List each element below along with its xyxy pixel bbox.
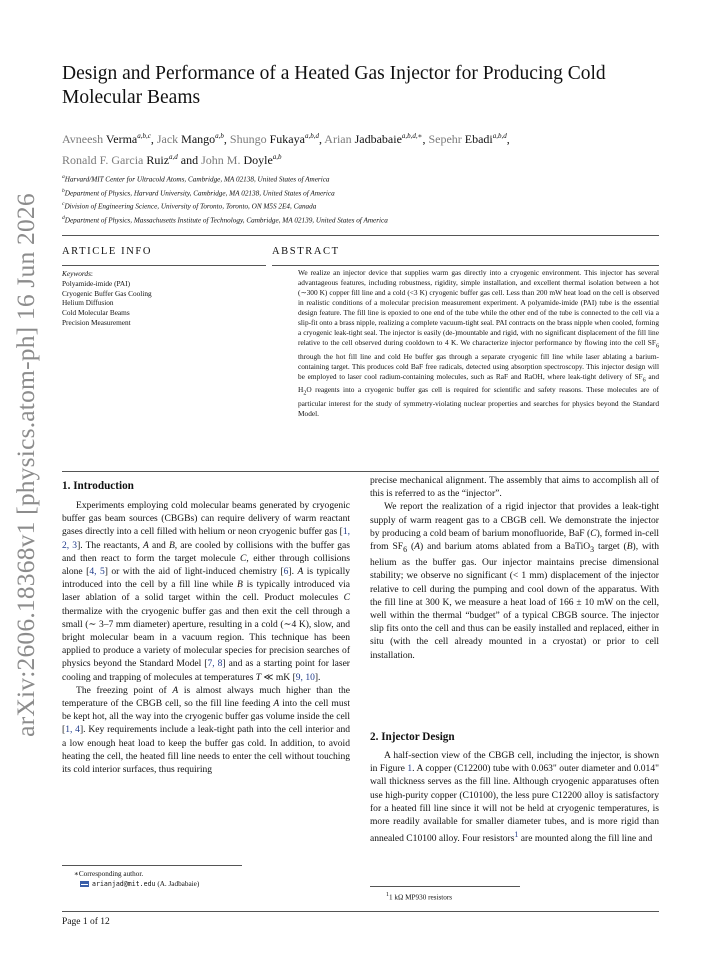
paragraph: The freezing point of A is almost always much higher than the temperature of the CBGB cell, so the fill line feeding A into the cell must be kept hot, all the way into the cryogenic buffer gas volume inside the cell [1, 4]. Key requirements include a leak-tight path into the cell interior and a low enough heat load to keep the buffer gas cold. In addition, to avoid heating the cell, the heated fill line needs to enter the cell without touching its cold interior surfaces, thus requiring [62, 684, 350, 776]
abstract-text: We realize an injector device that supplies warm gas directly into a cryogenic environment. This injector has several advantageous features, including robustness, rigidity, simple installation, and excellent thermal isolation between a hot (∼300 K) copper fill line and a cold (<3 K) cryogenic buffer gas cell. Less than 200 mW heat load on the cell is observed in realistic conditions of a molecular precision measurement experiment. A polyamide-imide (PAI) tube is the essential design feature. The fill line is epoxied to one end of the tube while the other end of the tube is connected to the cell via a slip-fit onto a brass nipple, realizing a complete vacuum-tight seal. PAI contracts on the brass nipple when cooled, forming a cryogenic leak-tight seal. The injector is easily (de-)mountable and rigid, with no significant displacement of the fill line relative to the cell observed during cooldown to 4 K. We characterize injector performance by flowing into the cell $SF_6$ through the hot fill line and cold He buffer gas through a separate cryogenic fill line while laser ablating a barium-containing target. This produces cold BaF free radicals, detected using absorption spectroscopy. This injector design will be employed to laser cool radium-containing molecules, such as RaF and RaOH, where leak-tight delivery of $SF_6$ and $H_2O$ reagents into a cryogenic buffer gas cell is required for scientific and safety reasons. These molecules are of particular interest for the study of symmetry-violating nuclear properties and searches for physics beyond the Standard Model. [298, 268, 659, 419]
keywords-block: Keywords: Polyamide-imide (PAI) Cryogenic Buffer Gas Cooling Helium Diffusion Cold Molecular Beams Precision Measurement [62, 269, 267, 328]
email-link[interactable]: arianjad@mit.edu [92, 880, 156, 888]
left-column [62, 479, 350, 776]
arxiv-identifier: arXiv:2606.18368v1 [physics.atom-ph] 16 Jun 2026 [11, 193, 40, 737]
paragraph: A half-section view of the CBGB cell, including the injector, is shown in Figure 1. A copper (C12200) tube with 0.063" outer diameter and 0.014" wall thickness serves as the fill line. Although cryogenic apparatuses often use high-purity copper (C10100), the less pure C12200 alloy is satisfactory for a heated fill line since it will not be held at cryogenic temperatures, is more readily available for smaller diameter tubes, and is more rigid than annealed C10100 alloy. Four resistors$^1$ are mounted along the fill line and [370, 750, 660, 845]
author: Avneesh Verma$^{a,b,c}$, [62, 132, 154, 146]
divider [62, 911, 659, 912]
affiliation: $^d$Department of Physics, Massachusetts Institute of Technology, Cambridge, MA 02139, United States of America [62, 215, 388, 225]
citation-link[interactable]: 7, 8 [207, 658, 223, 670]
email-icon [80, 881, 89, 887]
author: Sepehr Ebadi$^{a,b,d}$, [428, 132, 510, 146]
citation-link[interactable]: 4, 5 [89, 566, 105, 578]
affiliation-list [62, 172, 682, 227]
citation-link[interactable]: 1, 2, 3 [62, 526, 350, 551]
affiliation: $^b$Department of Physics, Harvard University, Cambridge, MA 02138, United States of America [62, 187, 335, 198]
abstract-heading: ABSTRACT [272, 246, 340, 257]
section-heading-injector-design: 2. Injector Design [370, 731, 455, 743]
keyword: Cryogenic Buffer Gas Cooling [62, 288, 152, 298]
divider [62, 471, 659, 472]
injector-design-section [370, 730, 659, 846]
keyword: Helium Diffusion [62, 298, 114, 308]
resistor-footnote: $^1$1 kΩ MP930 resistors [370, 886, 520, 902]
figure-link[interactable]: 1 [407, 763, 413, 775]
page-number: Page 1 of 12 [62, 917, 110, 927]
keyword: Cold Molecular Beams [62, 308, 130, 318]
divider [272, 265, 659, 266]
author: Arian Jadbabaie$^{a,b,d,∗}$, [324, 132, 426, 146]
affiliation: $^c$Division of Engineering Science, University of Toronto, Toronto, ON M5S 2E4, Canada [62, 201, 317, 211]
author: Shungo Fukaya$^{a,b,d}$, [229, 132, 322, 146]
paragraph: We report the realization of a rigid injector that provides a leak-tight supply of warm reagent gas to a CBGB cell. We demonstrate the injector by producing a cold beam of barium monofluoride, BaF (C), formed in-cell from $SF_6$ (A) and barium atoms ablated from a BaTiO$_3$ target (B), with helium as the buffer gas. Our injector maintains precise dimensional stability; we observe no significant (< 1 mm) displacement of the injector relative to cell during the pumping and cool down of the apparatus. With the fill line at 300 K, we measure a heat load of 166 ± 10 mW on the cell, well within the thermal “budget” of a typical CBGB source. The injector slip fits onto the cell and thus can be easily installed and replaced, either in situ (with the cell already mounted in a cryostat) or prior to cell installation. [370, 501, 659, 661]
citation-link[interactable]: 9, 10 [295, 671, 315, 683]
paragraph: precise mechanical alignment. The assembly that aims to accomplish all of this is referred to as the “injector”. [370, 475, 659, 500]
author: Ronald F. Garcia Ruiz$^{a,d}$ [62, 153, 178, 167]
affiliation: $^a$Harvard/MIT Center for Ultracold Atoms, Cambridge, MA 02138, United States of America [62, 174, 330, 184]
author: Jack Mango$^{a,b}$, [156, 132, 227, 146]
footnote-link[interactable]: 1 [514, 830, 519, 840]
keyword: Polyamide-imide (PAI) [62, 278, 131, 288]
paragraph: Experiments employing cold molecular beams generated by cryogenic buffer gas beam sources (CBGBs) can require delivery of warm reactant gases directly into a cell filled with helium or neon cryogenic buffer gas [1, 2, 3]. The reactants, A and B, are cooled by collisions with the buffer gas and then react to form the target molecule C, either through collisions alone [4, 5] or with the aid of light-induced chemistry [6]. A is typically introduced into the cell by a fill line while B is typically introduced via laser ablation of a solid target within the cell. Product molecules C thermalize with the cryogenic buffer gas and then exit the cell through a small (∼ 3–7 mm diameter) aperture, resulting in a cold (∼4 K), slow, and bright molecular beam in a vacuum region. This technique has been applied to produce a variety of molecular species for precision searches of physics beyond the Standard Model [7, 8] and as a starting point for laser cooling and trapping of molecules at temperatures T ≪ mK [9, 10]. [62, 500, 350, 683]
article-info-heading: ARTICLE INFO [62, 246, 153, 257]
citation-link[interactable]: 6 [283, 566, 289, 578]
keyword: Precision Measurement [62, 317, 131, 327]
right-column [370, 474, 659, 662]
author: John M. Doyle$^{a,b}$ [201, 153, 282, 167]
author-list: Avneesh Verma$^{a,b,c}$, Jack Mango$^{a,b}$, Shungo Fukaya$^{a,b,d}$, Arian Jadbabaie$^{a,b,d,∗}$, Sepehr Ebadi$^{a,b,d}$, Ronald F. Garcia Ruiz$^{a,d}$ and John M. Doyle$^{a,b}$ [62, 132, 510, 167]
divider [62, 235, 659, 236]
section-heading-introduction: 1. Introduction [62, 480, 134, 492]
corresponding-author-footnote: ∗Corresponding author. arianjad@mit.edu (A. Jadbabaie) [62, 865, 242, 889]
paper-title: Design and Performance of a Heated Gas Injector for Producing Cold Molecular Beams [62, 63, 606, 108]
divider [62, 265, 266, 266]
citation-link[interactable]: 1, 4 [65, 724, 80, 736]
